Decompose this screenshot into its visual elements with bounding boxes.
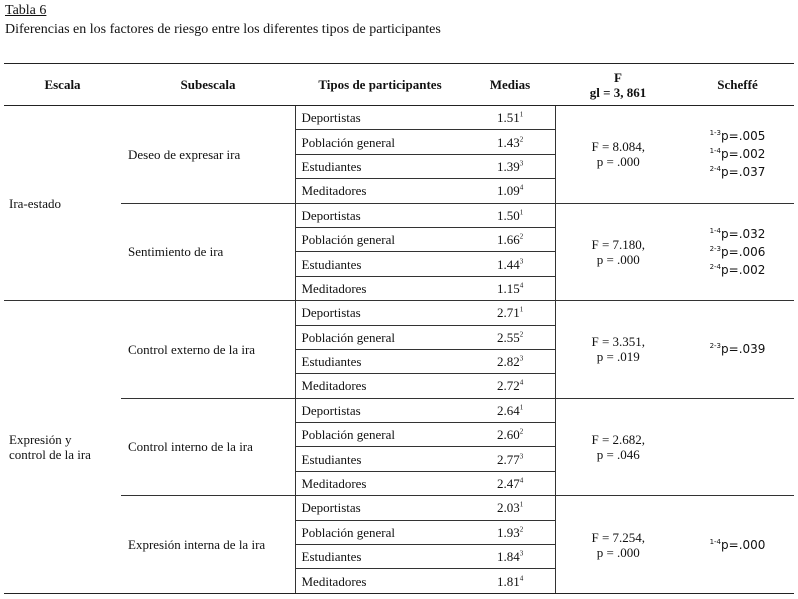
comparison-pair: 1-4 (709, 537, 722, 546)
media-value: 1.84 (497, 549, 520, 565)
participant-type-cell: Deportistas (295, 301, 465, 325)
group-index: 1 (519, 208, 524, 217)
participant-type-cell: Meditadores (295, 569, 465, 593)
table-number: Tabla 6 (5, 3, 47, 18)
scheffe-comparison (681, 340, 794, 358)
media-cell (465, 276, 555, 300)
media-value: 1.81 (497, 573, 520, 589)
f-test-line: p = .046 (596, 446, 640, 462)
media-value: 2.72 (497, 378, 520, 394)
media-cell (465, 203, 555, 227)
results-table (4, 63, 794, 594)
f-test-line: p = .000 (596, 251, 640, 267)
group-index: 4 (519, 184, 524, 193)
f-test-line: p = .000 (596, 544, 640, 560)
group-index: 4 (519, 281, 524, 290)
group-index: 3 (519, 257, 524, 266)
f-test-line: p = .000 (596, 154, 640, 170)
scheffe-cell (681, 203, 794, 301)
media-value: 1.09 (497, 183, 520, 199)
group-index: 2 (519, 330, 524, 339)
f-test-line: F = 2.682, (591, 431, 646, 447)
comparison-p-value: p=.000 (721, 537, 766, 552)
comparison-pair: 2-3 (709, 342, 722, 351)
scheffe-comparison (681, 261, 794, 279)
group-index: 2 (519, 232, 524, 241)
escala-cell (4, 106, 121, 301)
comparison-pair: 2-4 (709, 165, 722, 174)
table-title: Diferencias en los factores de riesgo entre los diferentes tipos de participantes (5, 22, 441, 37)
participant-type-cell: Deportistas (295, 203, 465, 227)
media-value: 1.51 (497, 110, 520, 126)
comparison-p-value: p=.002 (721, 147, 766, 162)
f-test-line: F = 7.254, (591, 529, 646, 545)
header-f-label: F (614, 69, 622, 85)
scheffe-cell (681, 301, 794, 399)
media-value: 2.55 (497, 329, 520, 345)
header-subescala: Subescala (121, 64, 295, 106)
scheffe-comparison (681, 536, 794, 554)
media-cell (465, 130, 555, 154)
media-cell (465, 447, 555, 471)
group-index: 1 (519, 305, 524, 314)
participant-type-cell: Deportistas (295, 106, 465, 130)
table-body (4, 106, 794, 594)
media-cell (465, 520, 555, 544)
media-cell (465, 349, 555, 373)
comparison-p-value: p=.037 (721, 165, 766, 180)
comparison-p-value: p=.005 (721, 129, 766, 144)
comparison-pair: 1-4 (709, 147, 722, 156)
comparison-pair: 1-3 (709, 129, 722, 138)
comparison-pair: 2-3 (709, 244, 722, 253)
media-value: 2.47 (497, 476, 520, 492)
f-test-line: F = 3.351, (591, 334, 646, 350)
table-row (4, 106, 794, 130)
media-value: 2.64 (497, 402, 520, 418)
media-value: 1.66 (497, 232, 520, 248)
media-value: 2.71 (497, 305, 520, 321)
participant-type-cell: Meditadores (295, 179, 465, 203)
escala-label: control de la ira (9, 446, 91, 462)
media-value: 2.82 (497, 354, 520, 370)
media-cell (465, 325, 555, 349)
participant-type-cell: Estudiantes (295, 154, 465, 178)
participant-type-cell: Población general (295, 520, 465, 544)
group-index: 3 (519, 159, 524, 168)
comparison-p-value: p=.002 (721, 262, 766, 277)
media-cell (465, 154, 555, 178)
media-value: 1.50 (497, 207, 520, 223)
f-test-line: F = 7.180, (591, 236, 646, 252)
subescala-cell: Deseo de expresar ira (121, 106, 295, 204)
media-value: 2.03 (497, 500, 520, 516)
f-test-line: p = .019 (596, 349, 640, 365)
media-value: 1.44 (497, 256, 520, 272)
participant-type-cell: Estudiantes (295, 545, 465, 569)
f-test-cell (555, 106, 681, 204)
media-cell (465, 179, 555, 203)
media-cell (465, 471, 555, 495)
scheffe-comparison (681, 163, 794, 181)
escala-cell (4, 301, 121, 594)
header-gl-label: gl = 3, 861 (589, 84, 647, 100)
scheffe-cell (681, 398, 794, 496)
table-row (4, 203, 794, 227)
group-index: 3 (519, 452, 524, 461)
header-f (555, 64, 681, 106)
table-row (4, 398, 794, 422)
subescala-cell: Sentimiento de ira (121, 203, 295, 301)
group-index: 2 (519, 525, 524, 534)
escala-label: Ira-estado (9, 195, 61, 211)
subescala-cell: Control interno de la ira (121, 398, 295, 496)
comparison-p-value: p=.032 (721, 226, 766, 241)
participant-type-cell: Meditadores (295, 471, 465, 495)
comparison-p-value: p=.039 (721, 342, 766, 357)
participant-type-cell: Estudiantes (295, 349, 465, 373)
scheffe-cell (681, 106, 794, 204)
scheffe-comparison (681, 225, 794, 243)
table-row (4, 496, 794, 520)
media-cell (465, 423, 555, 447)
participant-type-cell: Población general (295, 227, 465, 251)
participant-type-cell: Deportistas (295, 496, 465, 520)
group-index: 2 (519, 427, 524, 436)
header-row (4, 64, 794, 106)
scheffe-comparison (681, 127, 794, 145)
comparison-p-value: p=.006 (721, 244, 766, 259)
scheffe-comparison (681, 243, 794, 261)
header-medias: Medias (465, 64, 555, 106)
media-cell (465, 545, 555, 569)
group-index: 3 (519, 354, 524, 363)
media-value: 2.60 (497, 427, 520, 443)
comparison-pair: 1-4 (709, 226, 722, 235)
escala-label: Expresión y (9, 431, 72, 447)
comparison-pair: 2-4 (709, 262, 722, 271)
media-value: 1.93 (497, 524, 520, 540)
media-cell (465, 301, 555, 325)
header-tipos: Tipos de participantes (295, 64, 465, 106)
f-test-line: F = 8.084, (591, 139, 646, 155)
media-cell (465, 569, 555, 593)
group-index: 1 (519, 110, 524, 119)
group-index: 2 (519, 135, 524, 144)
participant-type-cell: Deportistas (295, 398, 465, 422)
f-test-cell (555, 398, 681, 496)
group-index: 3 (519, 549, 524, 558)
scheffe-cell (681, 496, 794, 594)
participant-type-cell: Estudiantes (295, 252, 465, 276)
participant-type-cell: Población general (295, 325, 465, 349)
subescala-cell: Control externo de la ira (121, 301, 295, 399)
media-value: 1.43 (497, 134, 520, 150)
group-index: 1 (519, 501, 524, 510)
scheffe-comparison (681, 145, 794, 163)
media-value: 1.15 (497, 280, 520, 296)
media-cell (465, 252, 555, 276)
header-escala: Escala (4, 64, 121, 106)
media-cell (465, 106, 555, 130)
group-index: 4 (519, 379, 524, 388)
header-scheffe: Scheffé (681, 64, 794, 106)
media-cell (465, 496, 555, 520)
participant-type-cell: Meditadores (295, 374, 465, 398)
media-cell (465, 398, 555, 422)
f-test-cell (555, 301, 681, 399)
f-test-cell (555, 203, 681, 301)
f-test-cell (555, 496, 681, 594)
participant-type-cell: Población general (295, 130, 465, 154)
group-index: 1 (519, 403, 524, 412)
subescala-cell: Expresión interna de la ira (121, 496, 295, 594)
participant-type-cell: Población general (295, 423, 465, 447)
group-index: 4 (519, 476, 524, 485)
media-cell (465, 227, 555, 251)
media-cell (465, 374, 555, 398)
participant-type-cell: Estudiantes (295, 447, 465, 471)
media-value: 1.39 (497, 158, 520, 174)
media-value: 2.77 (497, 451, 520, 467)
participant-type-cell: Meditadores (295, 276, 465, 300)
table-row (4, 301, 794, 325)
group-index: 4 (519, 574, 524, 583)
